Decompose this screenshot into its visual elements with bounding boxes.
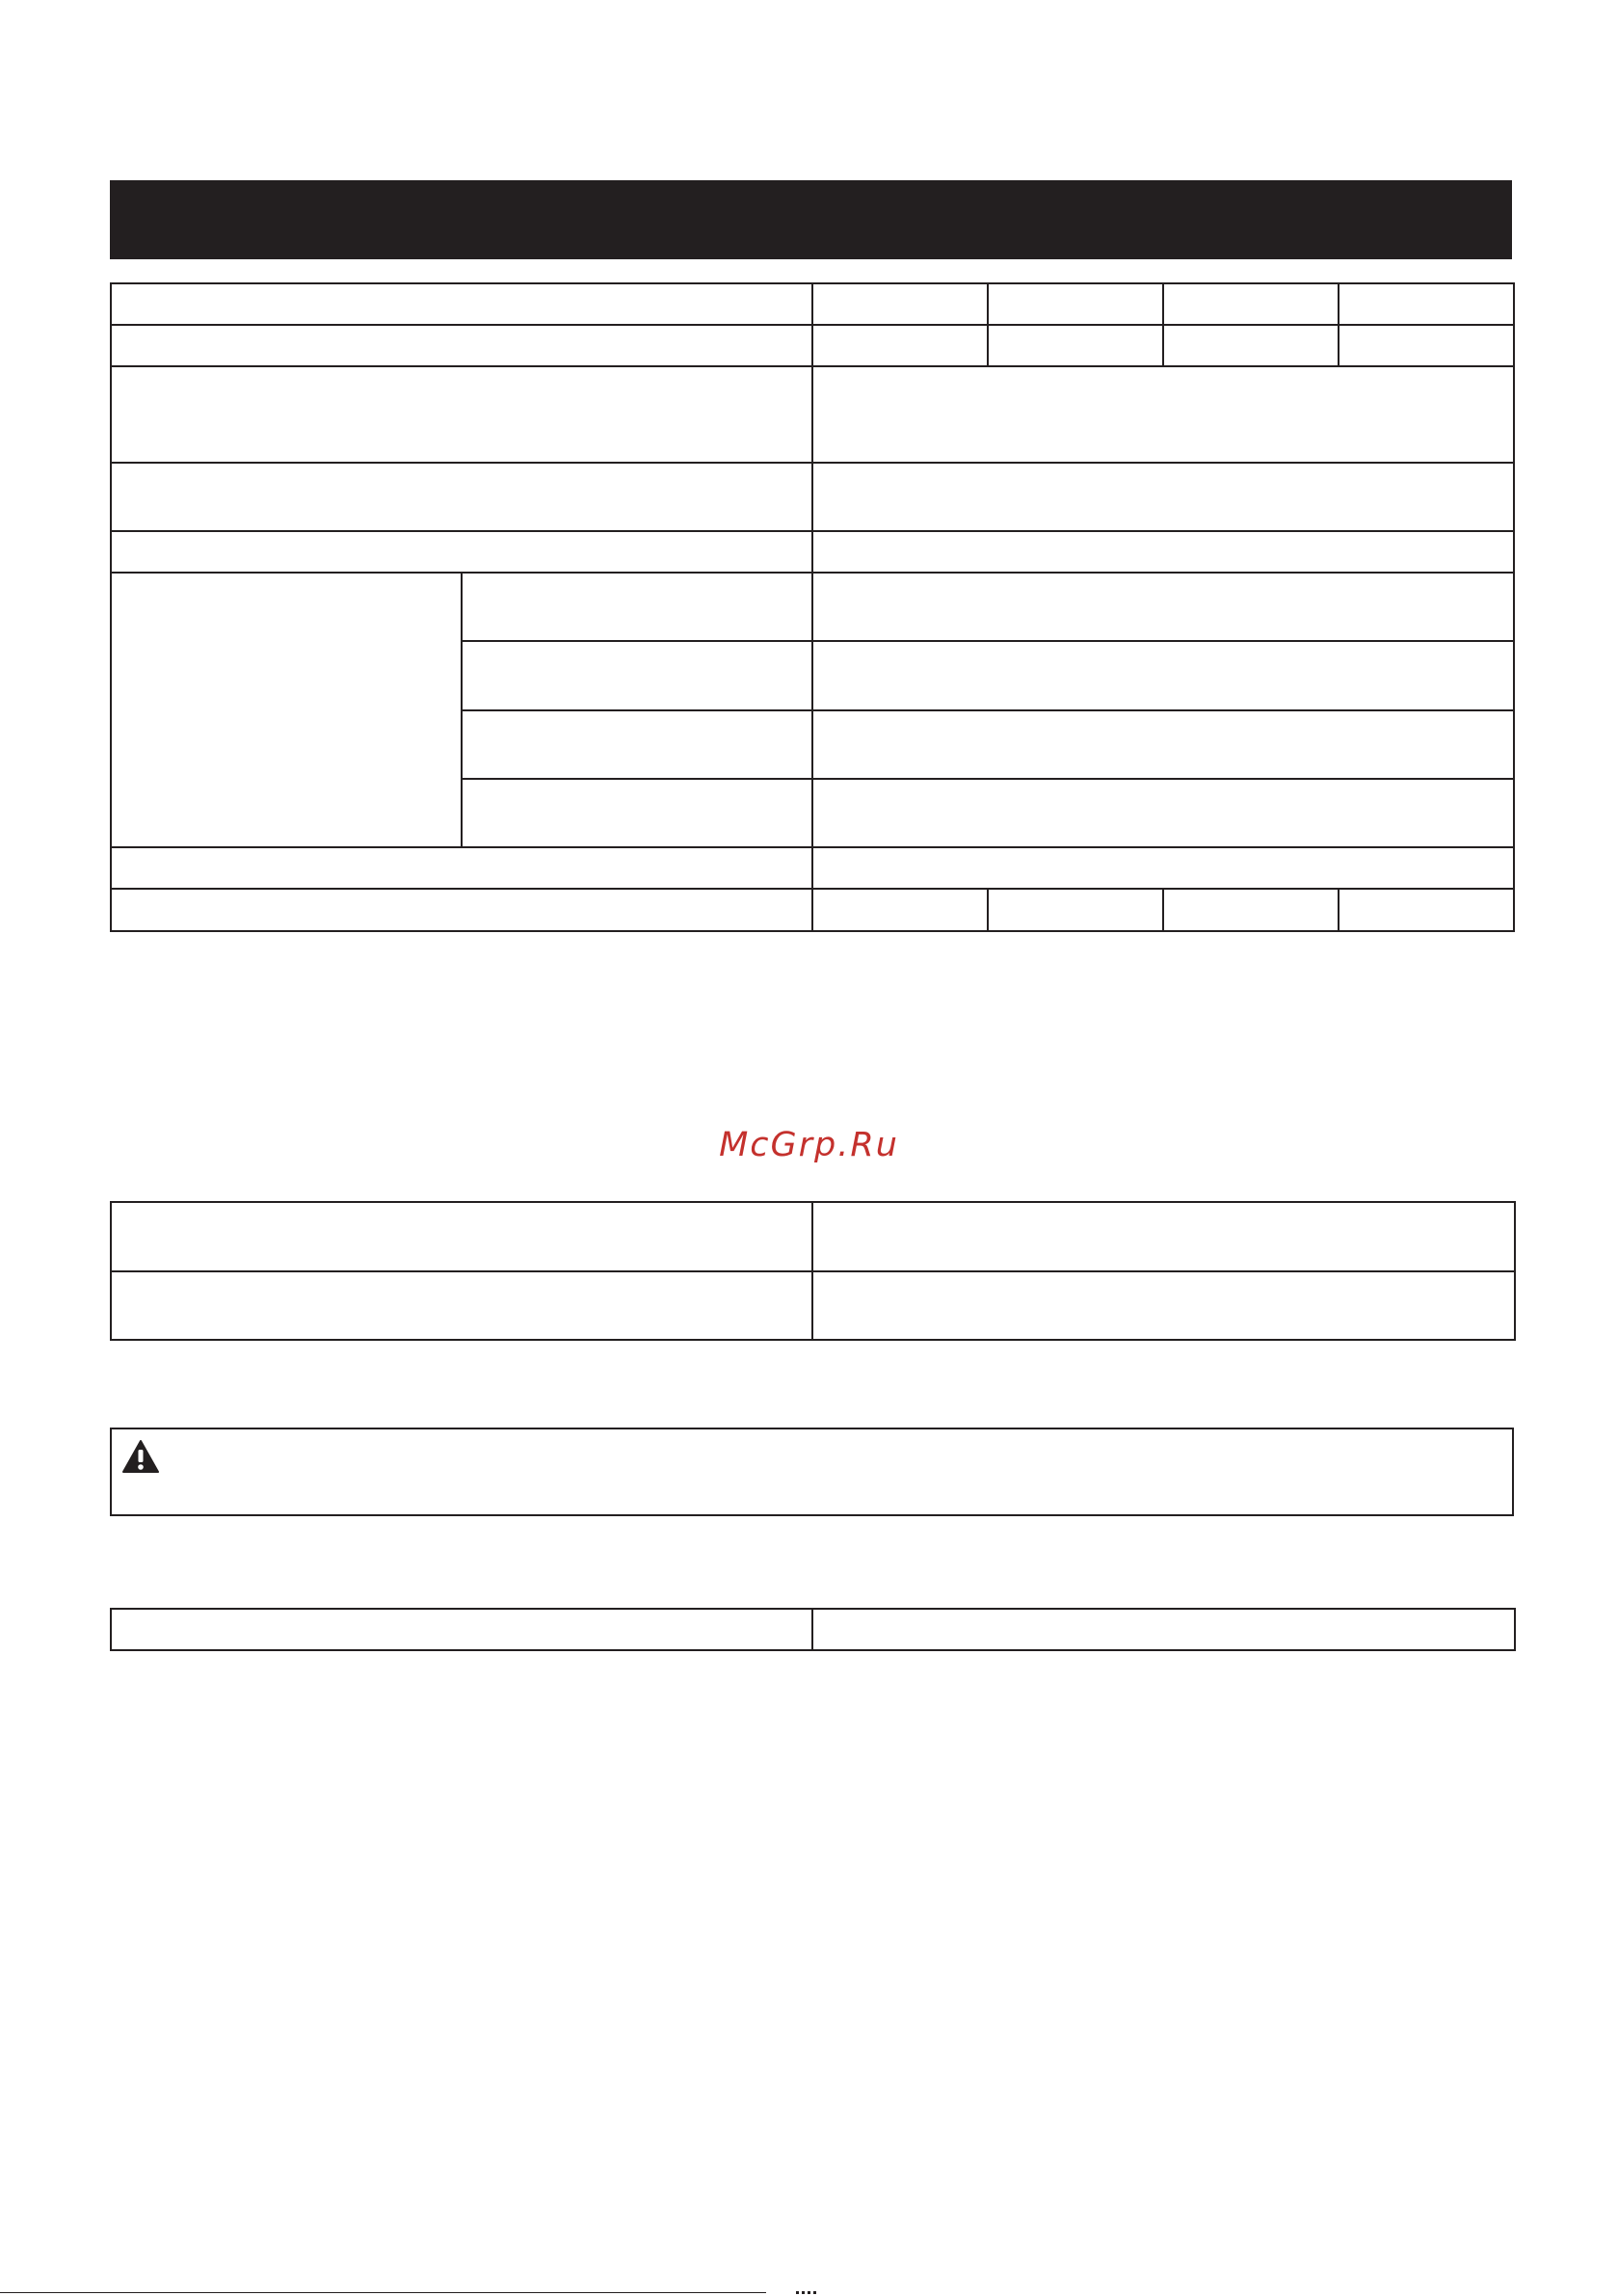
table-cell xyxy=(812,1202,1515,1271)
table-cell xyxy=(111,573,462,847)
table-cell xyxy=(111,1609,812,1650)
table-cell xyxy=(111,325,812,366)
table-row xyxy=(111,847,1514,889)
table-cell xyxy=(812,1271,1515,1340)
table-cell xyxy=(1339,889,1514,931)
table-cell xyxy=(988,283,1163,325)
table-cell xyxy=(988,889,1163,931)
tertiary-table xyxy=(110,1608,1516,1651)
table-row xyxy=(111,889,1514,931)
table-cell xyxy=(462,710,812,779)
table-row xyxy=(111,325,1514,366)
table-row xyxy=(111,573,1514,641)
table-cell xyxy=(812,325,988,366)
table-cell xyxy=(111,366,812,463)
table-cell xyxy=(812,1609,1515,1650)
table-cell xyxy=(812,366,1514,463)
warning-triangle-icon xyxy=(121,1439,160,1474)
table-cell xyxy=(1339,283,1514,325)
footer-marks xyxy=(796,2290,825,2294)
watermark: McGrp.Ru xyxy=(719,1126,899,1164)
table-row xyxy=(111,283,1514,325)
table-cell xyxy=(812,889,988,931)
table-row xyxy=(111,1609,1515,1650)
specifications-table xyxy=(110,282,1515,932)
table-cell xyxy=(812,847,1514,889)
table-cell xyxy=(812,283,988,325)
table-cell xyxy=(812,710,1514,779)
footer-rule xyxy=(0,2292,766,2293)
table-cell xyxy=(111,283,812,325)
table-row xyxy=(111,1202,1515,1271)
secondary-table xyxy=(110,1201,1516,1341)
table-cell xyxy=(812,531,1514,573)
table-cell xyxy=(1163,283,1339,325)
table-cell xyxy=(111,1271,812,1340)
warning-box xyxy=(110,1428,1514,1516)
table-cell xyxy=(812,573,1514,641)
table-cell xyxy=(462,779,812,847)
table-cell xyxy=(111,1202,812,1271)
table-row xyxy=(111,1271,1515,1340)
table-cell xyxy=(111,847,812,889)
table-cell xyxy=(1163,889,1339,931)
table-cell xyxy=(988,325,1163,366)
table-cell xyxy=(111,531,812,573)
table-cell xyxy=(1163,325,1339,366)
table-row xyxy=(111,366,1514,463)
table-cell xyxy=(1339,325,1514,366)
section-header-bar xyxy=(110,180,1512,259)
table-cell xyxy=(462,641,812,710)
table-cell xyxy=(812,463,1514,531)
table-cell xyxy=(812,779,1514,847)
table-cell xyxy=(462,573,812,641)
table-row xyxy=(111,531,1514,573)
table-cell xyxy=(111,889,812,931)
table-cell xyxy=(812,641,1514,710)
table-row xyxy=(111,463,1514,531)
table-cell xyxy=(111,463,812,531)
